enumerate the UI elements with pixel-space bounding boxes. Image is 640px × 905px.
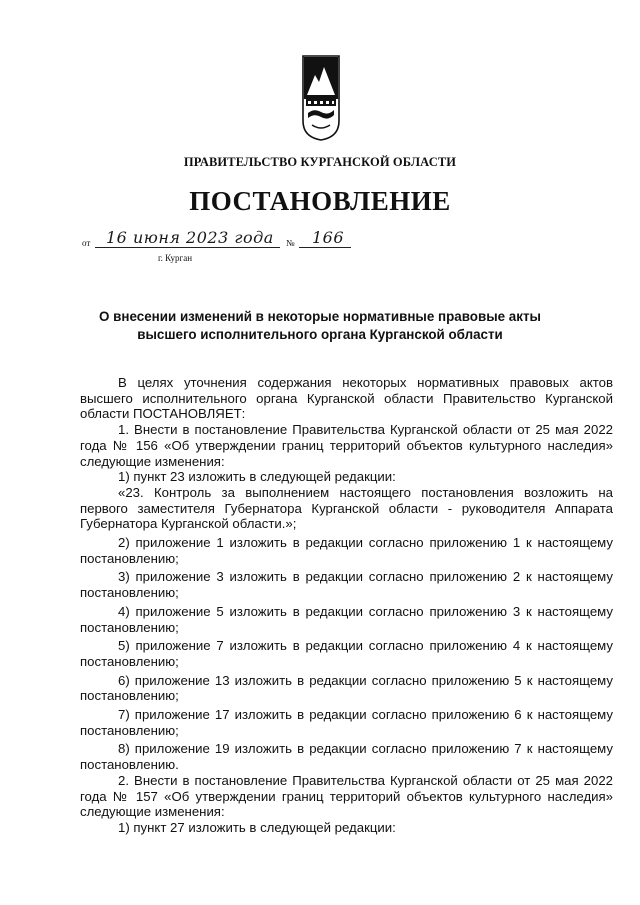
kurgan-coat-of-arms-icon bbox=[302, 55, 340, 141]
city-label: г. Курган bbox=[158, 253, 193, 263]
government-name: ПРАВИТЕЛЬСТВО КУРГАНСКОЙ ОБЛАСТИ bbox=[183, 155, 457, 169]
body-paragraph: 2) приложение 1 изложить в редакции согласно приложению 1 к настоящему постановлению; bbox=[80, 535, 613, 566]
date-number-row bbox=[82, 228, 382, 254]
document-type-title: ПОСТАНОВЛЕНИЕ bbox=[189, 186, 451, 216]
from-label: от bbox=[82, 238, 91, 248]
body-paragraph: 2. Внести в постановление Правительства Курганской области от 25 мая 2022 года № 157 «Об утверждении границ территорий объектов культурного наследия» следующие изменения: bbox=[80, 772, 613, 820]
body-paragraph: 8) приложение 19 изложить в редакции согласно приложению 7 к настоящему постановлению. bbox=[80, 741, 613, 773]
number-label: № bbox=[286, 238, 295, 248]
body-paragraph: 1. Внести в постановление Правительства Курганской области от 25 мая 2022 года № 156 «Об утверждении границ территорий объектов культурного наследия» следующие изменения: bbox=[80, 422, 613, 469]
body-paragraph: В целях уточнения содержания некоторых нормативных правовых актов высшего исполнительного органа Курганской области Правительство Курганской области ПОСТАНОВЛЯЕТ: bbox=[80, 375, 613, 422]
body-paragraph: 6) приложение 13 изложить в редакции согласно приложению 5 к настоящему постановлению; bbox=[80, 672, 613, 704]
handwritten-number: 166 bbox=[312, 228, 345, 247]
document-subject: О внесении изменений в некоторые нормативные правовые акты высшего исполнительного органа Курганской области bbox=[99, 309, 541, 342]
body-paragraph: 1) пункт 27 изложить в следующей редакции: bbox=[118, 819, 396, 835]
body-paragraph: 7) приложение 17 изложить в редакции согласно приложению 6 к настоящему постановлению; bbox=[80, 707, 613, 738]
body-paragraph: «23. Контроль за выполнением настоящего постановления возложить на первого заместителя Губернатора Курганской области - руководителя Аппарата Губернатора Курганской области.»; bbox=[80, 484, 613, 532]
handwritten-date: 16 июня 2023 года bbox=[106, 228, 274, 247]
body-paragraph: 5) приложение 7 изложить в редакции согласно приложению 4 к настоящему постановлению; bbox=[80, 638, 613, 669]
body-paragraph: 4) приложение 5 изложить в редакции согласно приложению 3 к настоящему постановлению; bbox=[80, 603, 613, 635]
body-paragraph: 1) пункт 23 изложить в следующей редакции: bbox=[118, 469, 396, 485]
number-underline bbox=[299, 247, 351, 248]
document-body bbox=[80, 375, 613, 836]
date-underline bbox=[95, 247, 280, 248]
body-paragraph: 3) приложение 3 изложить в редакции согласно приложению 2 к настоящему постановлению; bbox=[80, 569, 613, 601]
